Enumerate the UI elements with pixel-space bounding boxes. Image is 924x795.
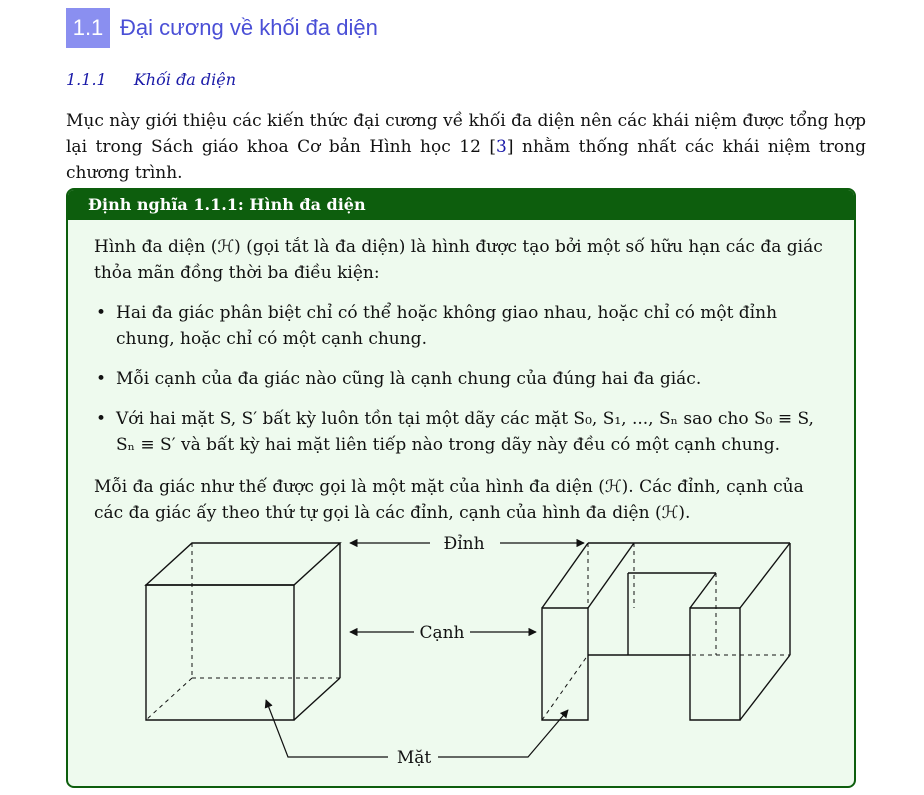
section-number: 1.1 xyxy=(66,8,110,48)
section-title: Đại cương về khối đa diện xyxy=(120,15,378,40)
label-edge: Cạnh xyxy=(419,623,465,643)
definition-lead: Hình đa diện (ℋ) (gọi tắt là đa diện) là hình được tạo bởi một số hữu hạn các đa giác thỏa mãn đồng thời ba điều kiện: xyxy=(94,237,823,283)
intro-text-2: ] nhằm thống nhất các khái niệm trong chương trình. xyxy=(66,137,866,183)
u-shape-figure xyxy=(542,543,790,720)
cube-figure xyxy=(146,543,340,720)
bullet-text: Với hai mặt S, S′ bất kỳ luôn tồn tại một dãy các mặt S₀, S₁, ..., Sₙ sao cho S₀ ≡ S, Sₙ ≡ S′ và bất kỳ hai mặt liên tiếp nào trong dãy này đều có một cạnh chung. xyxy=(116,409,814,455)
label-vertex: Đỉnh xyxy=(443,534,485,554)
definition-box xyxy=(66,188,856,788)
subsection-number: 1.1.1 xyxy=(66,70,107,89)
bullet-icon: • xyxy=(96,303,107,323)
intro-text-1: Mục này giới thiệu các kiến thức đại cương về khối đa diện nên các khái niệm được tổng hợp lại trong Sách giáo khoa Cơ bản Hình học 12 [ xyxy=(66,111,866,157)
label-face: Mặt xyxy=(396,748,432,768)
bullet-icon: • xyxy=(96,409,107,429)
definition-closing: Mỗi đa giác như thế được gọi là một mặt của hình đa diện (ℋ). Các đỉnh, cạnh của các đa giác ấy theo thứ tự gọi là các đỉnh, cạnh của hình đa diện (ℋ). xyxy=(94,477,804,523)
subsection-heading xyxy=(66,70,236,89)
intro-paragraph xyxy=(66,108,866,186)
citation-link[interactable]: 3 xyxy=(496,137,507,157)
bullet-text: Mỗi cạnh của đa giác nào cũng là cạnh chung của đúng hai đa giác. xyxy=(116,369,702,389)
bullet-text: Hai đa giác phân biệt chỉ có thể hoặc không giao nhau, hoặc chỉ có một đỉnh chung, hoặc chỉ có một cạnh chung. xyxy=(116,303,778,349)
bullet-icon: • xyxy=(96,369,107,389)
subsection-title: Khối đa diện xyxy=(133,70,237,89)
definition-heading: Định nghĩa 1.1.1: Hình đa diện xyxy=(68,190,854,220)
polyhedron-figure xyxy=(68,190,856,788)
